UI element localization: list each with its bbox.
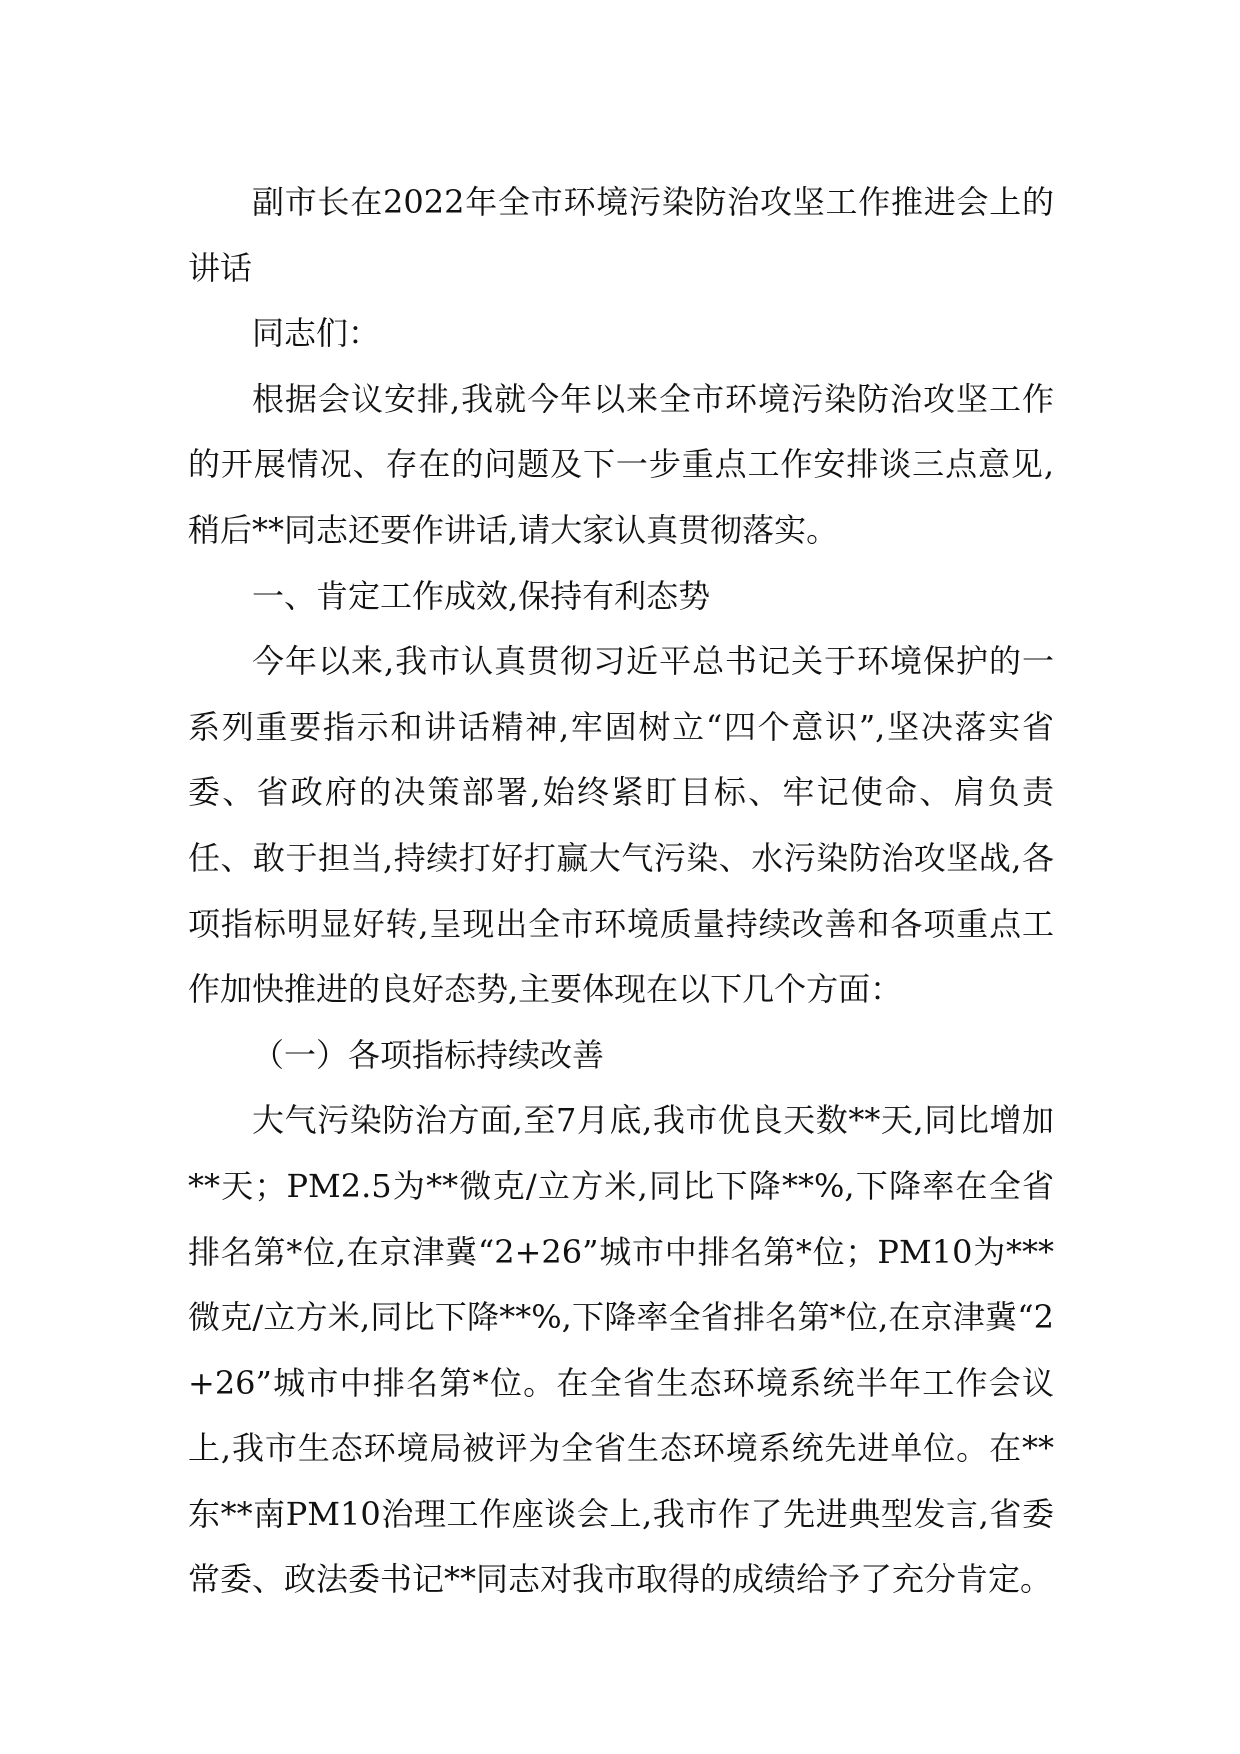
section-heading-1: 一、肯定工作成效,保持有利态势 bbox=[252, 576, 711, 615]
paragraph-intro: 根据会议安排,我就今年以来全市环境污染防治攻坚工作的开展情况、存在的问题及下一步重点工作安排谈三点意见,稍后**同志还要作讲话,请大家认真贯彻落实。 bbox=[188, 379, 1054, 549]
document-body bbox=[188, 170, 1054, 1613]
document-title: 副市长在2022年全市环境污染防治攻坚工作推进会上的讲话 bbox=[188, 183, 1054, 287]
salutation: 同志们： bbox=[252, 314, 381, 353]
paragraph-overview: 今年以来,我市认真贯彻习近平总书记关于环境保护的一系列重要指示和讲话精神,牢固树立“四个意识”,坚决落实省委、省政府的决策部署,始终紧盯目标、牢记使命、肩负责任、敢于担当,持续打好打赢大气污染、水污染防治攻坚战,各项指标明显好转,呈现出全市环境质量持续改善和各项重点工作加快推进的良好态势,主要体现在以下几个方面： bbox=[188, 642, 1054, 1009]
paragraph-air-pollution: 大气污染防治方面,至7月底,我市优良天数**天,同比增加**天；PM2.5为**微克/立方米,同比下降**%,下降率在全省排名第*位,在京津冀“2+26”城市中排名第*位；PM10为***微克/立方米,同比下降**%,下降率全省排名第*位,在京津冀“2+26”城市中排名第*位。在全省生态环境系统半年工作会议上,我市生态环境局被评为全省生态环境系统先进单位。在**东**南PM10治理工作座谈会上,我市作了先进典型发言,省委常委、政法委书记**同志对我市取得的成绩给予了充分肯定。 bbox=[188, 1101, 1054, 1599]
subsection-heading-1: （一）各项指标持续改善 bbox=[252, 1035, 605, 1074]
